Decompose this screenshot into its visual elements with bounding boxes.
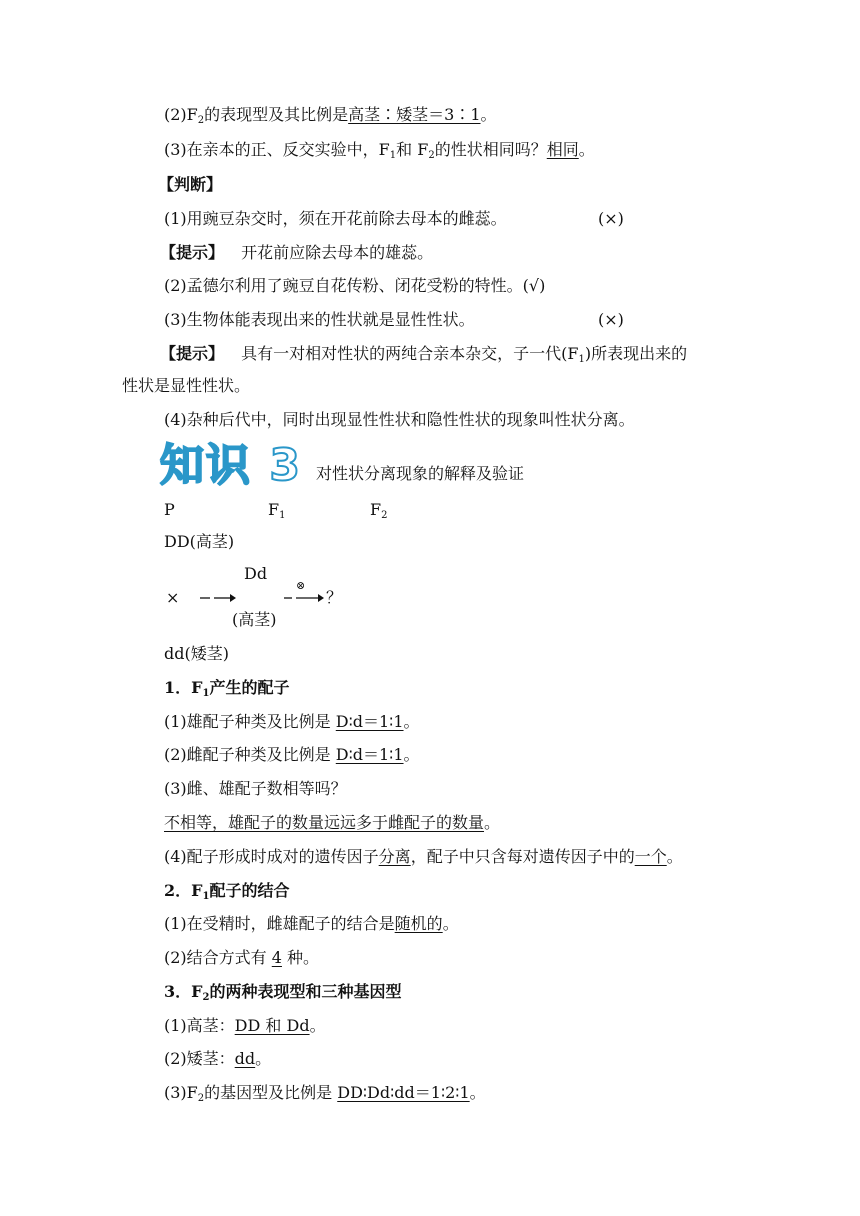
judge-heading: 【判断】 — [158, 175, 223, 194]
section-heading — [160, 440, 524, 490]
text: 种。 — [281, 948, 320, 967]
underlined-answer: 4 — [271, 948, 282, 967]
text: 。 — [403, 712, 420, 731]
text: (1)用豌豆杂交时，须在开花前除去母本的雌蕊。 — [164, 209, 507, 228]
text: 的两种表现型和三种基因型 — [209, 982, 402, 1001]
diagram-f1-genotype: Dd — [244, 564, 268, 583]
text: 。 — [484, 813, 501, 832]
text: (3)在亲本的正、反交实验中，F — [164, 140, 390, 159]
text: 。 — [442, 914, 459, 933]
underlined-answer: 不相等，雄配子的数量远远多于雌配子的数量 — [164, 813, 485, 832]
underlined-answer: 一个 — [634, 847, 667, 866]
text: 。 — [403, 745, 420, 764]
tip-2-continued: 性状是显性性状。 — [122, 376, 251, 395]
text: 。 — [255, 1049, 272, 1068]
subscript: 1 — [279, 510, 286, 521]
text: 配子的结合 — [209, 881, 290, 900]
self-cross-symbol: ⊗ — [296, 579, 306, 592]
text: 3．F — [164, 982, 203, 1001]
text: 。 — [469, 1083, 486, 1102]
tip-text: 具有一对相对性状的两纯合亲本杂交，子一代(F — [241, 344, 579, 363]
item-gamete-count-answer — [164, 812, 500, 834]
item-gamete-count-question — [164, 778, 347, 800]
item-short-genotype — [164, 1048, 271, 1070]
underlined-answer: dd — [234, 1049, 256, 1068]
text: (2)孟德尔利用了豌豆自花传粉、闭花受粉的特性。(√) — [164, 276, 546, 295]
subheading-2 — [164, 880, 289, 902]
text: 和 F — [396, 140, 429, 159]
judge-mark-3: (×) — [598, 310, 624, 329]
subscript: 2 — [428, 150, 435, 161]
subscript: 2 — [197, 115, 205, 126]
item-fertilization — [164, 913, 459, 935]
underlined-answer: DD 和 Dd — [234, 1016, 310, 1035]
section-subtitle: 对性状分离现象的解释及验证 — [315, 464, 524, 483]
subscript: 1 — [202, 688, 210, 699]
item-male-gametes — [164, 711, 420, 733]
underlined-answer: 随机的 — [394, 914, 443, 933]
diagram-f1-label — [268, 499, 285, 521]
tip-2 — [160, 343, 687, 365]
text: (2)雌配子种类及比例是 — [164, 745, 336, 764]
text: 2．F — [164, 881, 203, 900]
subscript: 1 — [389, 150, 397, 161]
tip-1 — [160, 242, 433, 264]
subscript: 1 — [202, 891, 210, 902]
subscript: 2 — [381, 510, 388, 521]
item-tall-genotypes — [164, 1015, 326, 1037]
judge-mark-1: (×) — [598, 209, 624, 228]
judge-item-3 — [164, 309, 475, 331]
text: 1．F — [164, 678, 203, 697]
subheading-1 — [164, 677, 289, 699]
subscript: 2 — [197, 1093, 205, 1104]
text: (4)杂种后代中，同时出现显性性状和隐性性状的现象叫性状分离。 — [164, 410, 635, 429]
text: 。 — [309, 1016, 326, 1035]
tip-text: 开花前应除去母本的雄蕊。 — [241, 243, 434, 262]
text: (1)高茎： — [164, 1016, 235, 1035]
text: (3)雌、雄配子数相等吗？ — [164, 779, 347, 798]
text: ，配子中只含每对遗传因子中的 — [410, 847, 635, 866]
underlined-answer: 分离 — [378, 847, 411, 866]
text: (1)雄配子种类及比例是 — [164, 712, 336, 731]
item-female-gametes — [164, 744, 420, 766]
diagram-f1-phenotype: (高茎) — [232, 610, 277, 629]
diagram-p-label: P — [164, 500, 175, 519]
tip-text: )所表现出来的 — [584, 344, 688, 363]
text: (4)配子形成时成对的遗传因子 — [164, 847, 379, 866]
underlined-answer: 高茎∶矮茎＝3∶1 — [348, 105, 481, 124]
diagram-cross-symbol: × — [166, 588, 180, 607]
text: 的性状相同吗？ — [434, 140, 547, 159]
underlined-answer: D∶d＝1∶1 — [335, 712, 404, 731]
answer-line-f2-phenotype — [164, 104, 497, 126]
text: (3)F — [164, 1083, 198, 1102]
subheading-3 — [164, 981, 401, 1003]
item-f2-genotype-ratio — [164, 1082, 486, 1104]
underlined-answer: DD∶Dd∶dd＝1∶2∶1 — [337, 1083, 470, 1102]
text: 。 — [480, 105, 497, 124]
text: F — [370, 500, 382, 519]
tip-label: 【提示】 — [160, 344, 225, 363]
text: 。 — [666, 847, 683, 866]
text: 的基因型及比例是 — [204, 1083, 338, 1102]
text: (2)矮茎： — [164, 1049, 235, 1068]
item-combination-count — [164, 947, 319, 969]
underlined-answer: D∶d＝1∶1 — [335, 745, 404, 764]
text: (3)生物体能表现出来的性状就是显性性状。 — [164, 310, 475, 329]
arrow-icon — [198, 588, 238, 608]
text: (1)在受精时，雌雄配子的结合是 — [164, 914, 395, 933]
subscript: 2 — [202, 992, 210, 1003]
text: (2)F — [164, 105, 198, 124]
underlined-answer: 相同 — [546, 140, 579, 159]
diagram-parent-2: dd(矮茎) — [164, 644, 229, 663]
self-cross-arrow-icon — [282, 588, 326, 608]
section-title: 知识 3 — [160, 440, 302, 491]
judge-item-1 — [164, 208, 507, 230]
tip-label: 【提示】 — [160, 243, 225, 262]
diagram-result: ？ — [326, 588, 343, 607]
text: 产生的配子 — [209, 678, 290, 697]
judge-item-2 — [164, 275, 545, 297]
item-gamete-formation — [164, 846, 683, 868]
diagram-f2-label — [370, 499, 387, 521]
text: (2)结合方式有 — [164, 948, 272, 967]
text: F — [268, 500, 280, 519]
diagram-parent-1: DD(高茎) — [164, 532, 235, 551]
answer-line-reciprocal-cross — [164, 139, 595, 161]
subscript: 1 — [578, 354, 585, 365]
text: 。 — [578, 140, 595, 159]
judge-item-4 — [164, 409, 635, 431]
text: 的表现型及其比例是 — [204, 105, 349, 124]
